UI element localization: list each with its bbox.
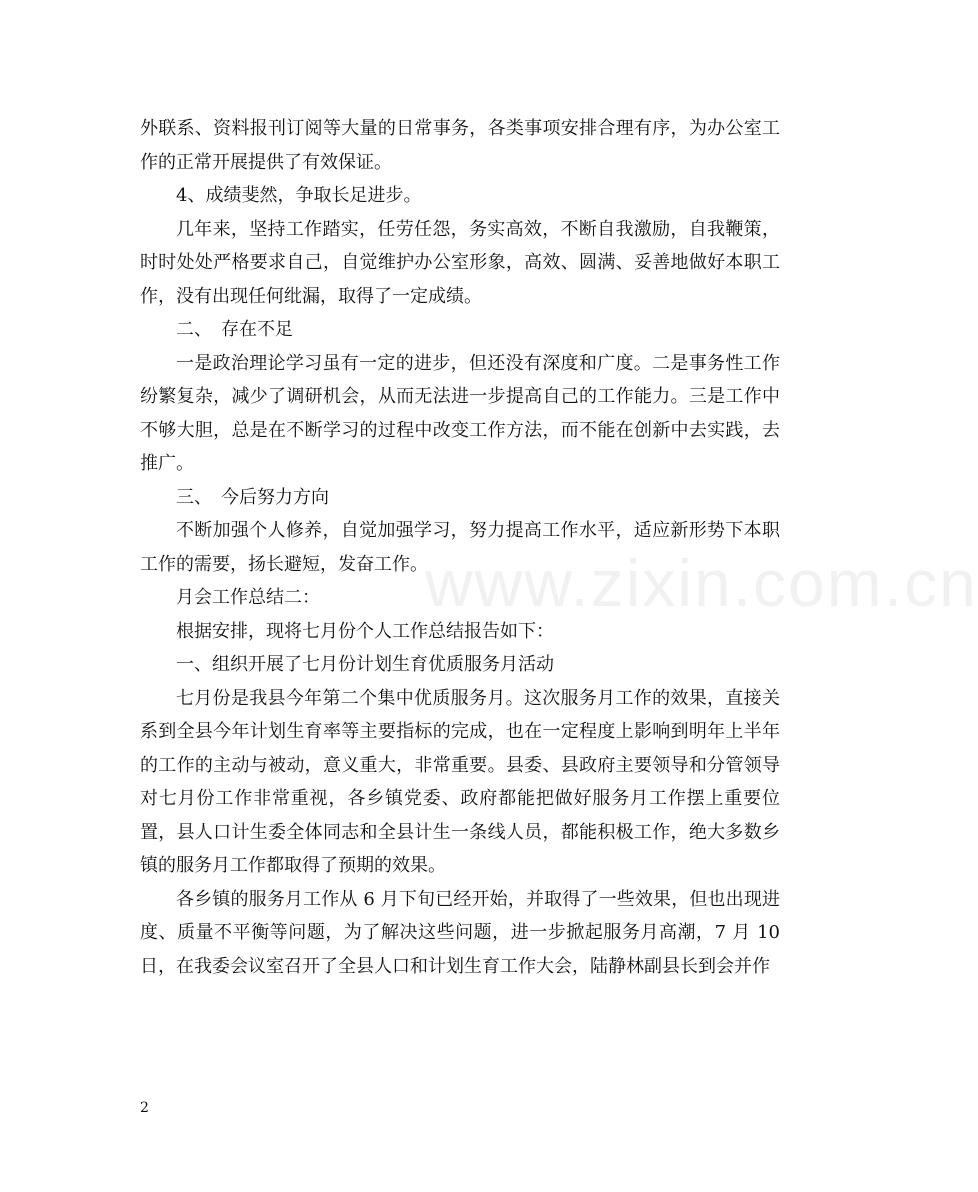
paragraph: 根据安排，现将七月份个人工作总结报告如下：	[176, 620, 554, 642]
section-heading: 一、组织开展了七月份计划生育优质服务月活动	[176, 654, 554, 675]
paragraph: 不断加强个人修养，自觉加强学习，努力提高工作水平，适应新形势下本职工作的需要，扬长避短，发奋工作。	[140, 520, 780, 575]
watermark: www.zixin.com.cn	[425, 546, 978, 620]
page-number: 2	[140, 1100, 149, 1116]
section-heading: 二、 存在不足	[176, 319, 293, 340]
section-heading: 月会工作总结二：	[176, 587, 320, 608]
section-heading: 三、 今后努力方向	[176, 486, 329, 508]
paragraph: 一是政治理论学习虽有一定的进步，但还没有深度和广度。二是事务性工作纷繁复杂，减少了调研机会，从而无法进一步提高自己的工作能力。三是工作中不够大胆，总是在不断学习的过程中改变工作方法，而不能在创新中去实践，去推广。	[140, 352, 780, 474]
paragraph: 4、成绩斐然，争取长足进步。	[176, 185, 422, 206]
paragraph: 外联系、资料报刊订阅等大量的日常事务，各类事项安排合理有序，为办公室工作的正常开展提供了有效保证。	[140, 118, 780, 173]
document-body	[140, 112, 780, 983]
paragraph: 几年来，坚持工作踏实，任劳任怨，务实高效，不断自我激励，自我鞭策，时时处处严格要求自己，自觉维护办公室形象，高效、圆满、妥善地做好本职工作，没有出现任何纰漏，取得了一定成绩。	[140, 218, 780, 307]
paragraph: 七月份是我县今年第二个集中优质服务月。这次服务月工作的效果，直接关系到全县今年计划生育率等主要指标的完成，也在一定程度上影响到明年上半年的工作的主动与被动，意义重大，非常重要。县委、县政府主要领导和分管领导对七月份工作非常重视，各乡镇党委、政府都能把做好服务月工作摆上重要位置，县人口计生委全体同志和全县计生一条线人员，都能积极工作，绝大多数乡镇的服务月工作都取得了预期的效果。	[140, 687, 780, 876]
paragraph: 各乡镇的服务月工作从 6 月下旬已经开始，并取得了一些效果，但也出现进度、质量不平衡等问题，为了解决这些问题，进一步掀起服务月高潮，7 月 10 日，在我委会议室召开了全县人口和计划生育工作大会，陆静林副县长到会并作	[140, 888, 780, 977]
